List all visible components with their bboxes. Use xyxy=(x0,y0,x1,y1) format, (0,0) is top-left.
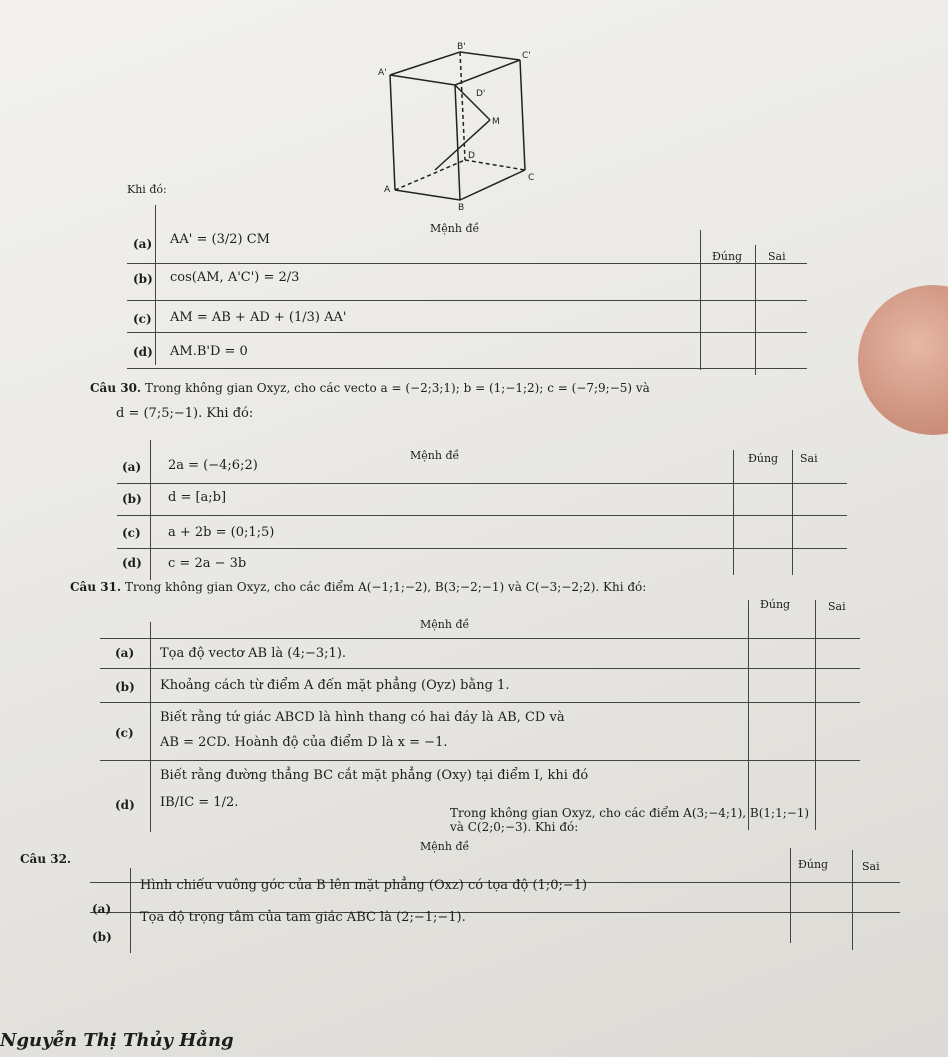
q30-item-text: d = [a;b] xyxy=(168,490,227,505)
q32-item-label: (a) xyxy=(92,902,112,916)
author-signature: Nguyễn Thị Thủy Hằng xyxy=(0,1030,234,1051)
q32-stem-line xyxy=(0,806,820,834)
q29-item-text: AM = AB + AD + (1/3) AA' xyxy=(170,310,347,325)
q32-col-false: Sai xyxy=(862,860,880,873)
q30-title: Câu 30. xyxy=(90,381,142,395)
q29-item-label: (c) xyxy=(133,312,152,326)
q31-stem: Trong không gian Oxyz, cho các điểm A(−1;1;−2), B(3;−2;−1) và C(−3;−2;2). Khi đó: xyxy=(124,580,647,594)
vertex-label: C' xyxy=(522,51,531,61)
q29-item-text: AA' = (3/2) CM xyxy=(170,232,270,247)
q32-item-label: (b) xyxy=(92,930,112,944)
q31-col-false: Sai xyxy=(828,600,846,613)
q32-header: Mệnh đề xyxy=(420,840,470,853)
q31-stem-line xyxy=(70,580,850,594)
q31-item-text: Khoảng cách từ điểm A đến mặt phẳng (Oyz) bằng 1. xyxy=(160,678,510,693)
q30-stem2: d = (7;5;−1). Khi đó: xyxy=(116,406,254,421)
q30-stem: Trong không gian Oxyz, cho các vecto a = (−2;3;1); b = (1;−1;2); c = (−7;9;−5) và xyxy=(144,381,650,395)
q30-item-text: 2a = (−4;6;2) xyxy=(168,458,258,473)
vertex-label: B xyxy=(458,203,465,210)
q31-item-label: (a) xyxy=(115,646,135,660)
q32-stem: Trong không gian Oxyz, cho các điểm A(3;−4;1), B(1;1;−1) và C(2;0;−3). Khi đó: xyxy=(450,806,810,834)
q29-col-false: Sai xyxy=(768,250,786,263)
q30-item-label: (d) xyxy=(122,556,142,570)
q29-item-text: AM.B'D = 0 xyxy=(170,344,248,359)
q30-col-true: Đúng xyxy=(748,452,779,465)
q31-title: Câu 31. xyxy=(70,580,122,594)
vertex-label: C xyxy=(528,173,535,183)
q29-item-label: (a) xyxy=(133,237,153,251)
q30-item-text: a + 2b = (0;1;5) xyxy=(168,525,275,540)
q31-item-line2: IB/IC = 1/2. xyxy=(160,795,239,810)
q31-item-line1: Biết rằng tứ giác ABCD là hình thang có hai đáy là AB, CD và xyxy=(160,710,565,725)
q29-col-true: Đúng xyxy=(712,250,743,263)
q32-col-true: Đúng xyxy=(798,858,829,871)
vertex-label: A' xyxy=(378,68,387,78)
q30-item-label: (b) xyxy=(122,492,142,506)
q32-item-text: Tọa độ trọng tâm của tam giác ABC là (2;−1;−1). xyxy=(140,910,466,925)
vertex-label: M xyxy=(492,117,500,127)
q29-header: Mệnh đề xyxy=(430,222,480,235)
q30-item-label: (a) xyxy=(122,460,142,474)
vertex-label: D' xyxy=(476,89,486,99)
q31-item-line1: Biết rằng đường thẳng BC cắt mặt phẳng (Oxy) tại điểm I, khi đó xyxy=(160,768,589,783)
q32-item-text: Hình chiếu vuông góc của B lên mặt phẳng (Oxz) có tọa độ (1;0;−1) xyxy=(140,878,588,893)
q31-item-label: (d) xyxy=(115,798,135,812)
q29-item-label: (b) xyxy=(133,272,153,286)
q32-title: Câu 32. xyxy=(20,852,72,866)
vertex-label: A xyxy=(384,185,391,195)
box-figure xyxy=(360,40,560,210)
q31-item-label: (c) xyxy=(115,726,134,740)
vertex-label: D xyxy=(468,151,475,161)
q29-intro: Khi đó: xyxy=(127,183,167,196)
vertex-label: B' xyxy=(457,42,466,52)
q29-item-text: cos(AM, A'C') = 2/3 xyxy=(170,270,300,285)
q31-item-label: (b) xyxy=(115,680,135,694)
finger-thumb xyxy=(858,285,948,435)
q31-item-text: Tọa độ vectơ AB là (4;−3;1). xyxy=(160,646,347,661)
q30-col-false: Sai xyxy=(800,452,818,465)
q31-col-true: Đúng xyxy=(760,598,791,611)
q31-item-line2: AB = 2CD. Hoành độ của điểm D là x = −1. xyxy=(160,735,448,750)
q30-stem-line xyxy=(90,381,650,395)
q31-header: Mệnh đề xyxy=(420,618,470,631)
q30-header: Mệnh đề xyxy=(410,449,460,462)
q30-item-label: (c) xyxy=(122,526,141,540)
q29-item-label: (d) xyxy=(133,345,153,359)
q30-item-text: c = 2a − 3b xyxy=(168,556,247,571)
